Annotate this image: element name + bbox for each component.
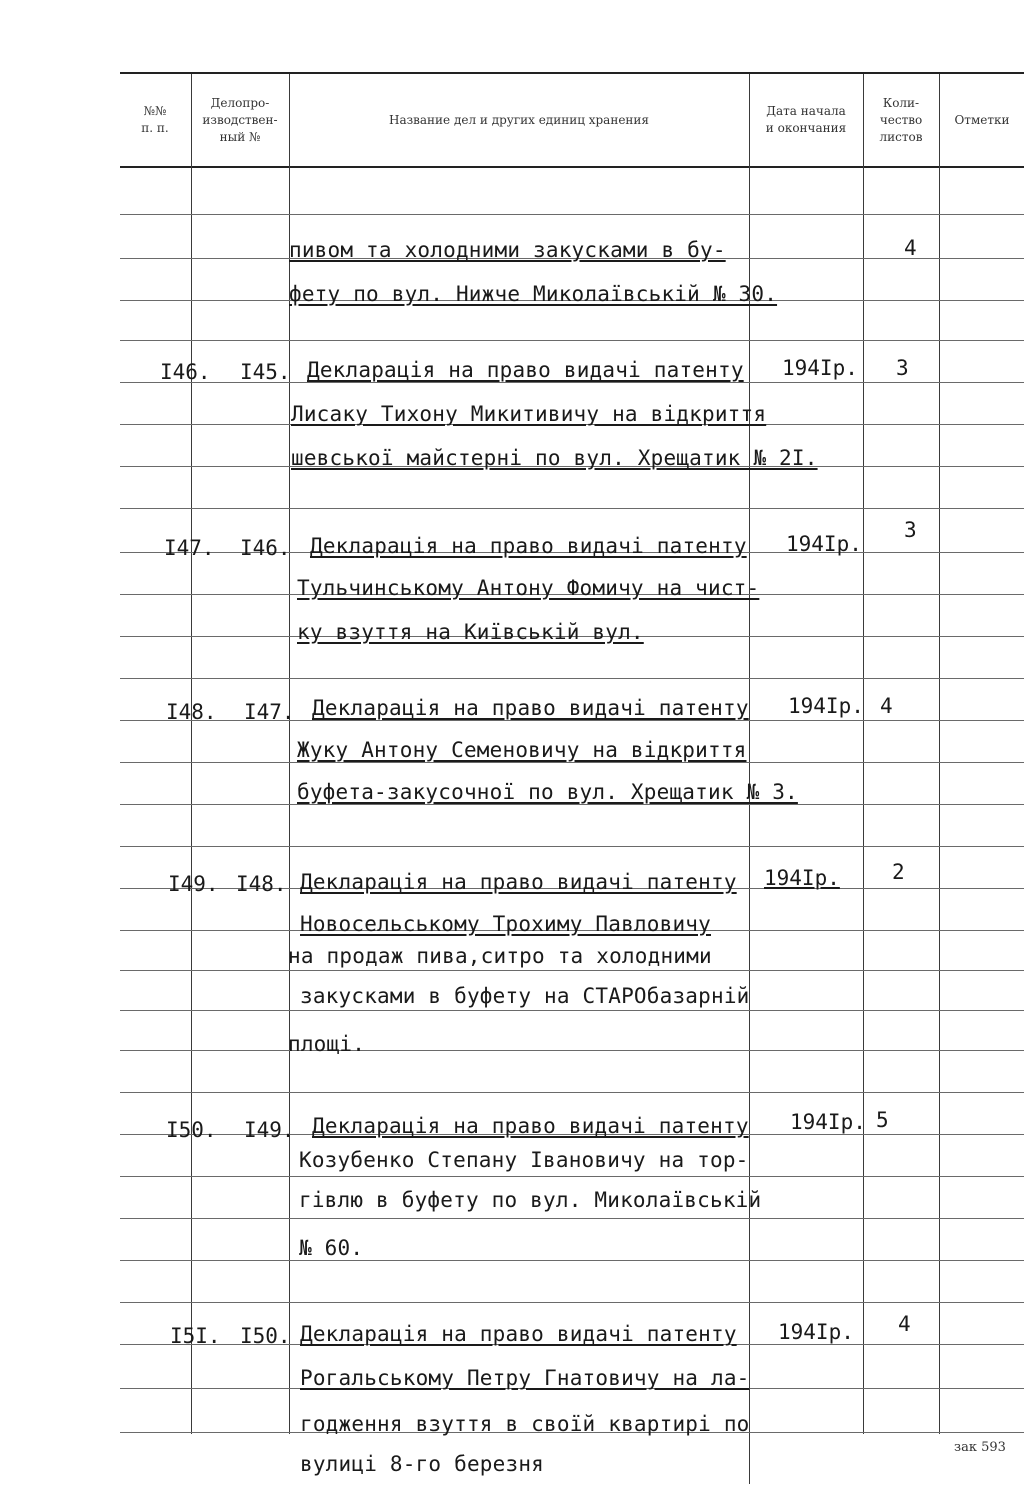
- entry-title-line: Рогальському Петру Гнатовичу на ла-: [300, 1366, 750, 1390]
- entry-title-line: Декларація на право видачі патенту: [300, 870, 737, 894]
- entry-number: I48.: [166, 700, 217, 724]
- entry-sheets: 3: [896, 356, 909, 380]
- row-rule: [120, 846, 1024, 847]
- entry-date: 194Iр.: [764, 866, 840, 890]
- entry-title-line: Декларація на право видачі патенту: [300, 1322, 737, 1346]
- entry-date: 194Iр.: [788, 694, 864, 718]
- continuation-line: пивом та холодними закусками в бу-: [289, 238, 726, 262]
- header-col-notes: Отметки: [954, 112, 1010, 127]
- entry-title-line: Лисаку Тихону Микитивичу на відкриття: [291, 402, 767, 426]
- header-col-office-num: Делопро- изводствен- ный №: [202, 95, 278, 144]
- entry-office-number: I49.: [244, 1118, 295, 1142]
- column-divider: [939, 74, 940, 1434]
- row-rule: [120, 1260, 1024, 1261]
- header-top-rule: [120, 72, 1024, 74]
- entry-number: I5I.: [170, 1324, 221, 1348]
- column-divider: [289, 74, 290, 1434]
- entry-sheets: 3: [904, 518, 917, 542]
- row-rule: [120, 970, 1024, 971]
- row-rule: [120, 214, 1024, 215]
- entry-office-number: I50.: [240, 1324, 291, 1348]
- row-rule: [120, 1092, 1024, 1093]
- entry-title-line: Новосельському Трохиму Павловичу: [300, 912, 711, 936]
- entry-sheets: 4: [880, 694, 893, 718]
- entry-title-line: на продаж пива,ситро та холодними: [288, 944, 712, 968]
- entry-office-number: I47.: [244, 700, 295, 724]
- entry-date: 194Iр.: [786, 532, 862, 556]
- entry-title-line: № 60.: [299, 1236, 364, 1260]
- entry-office-number: I46.: [240, 536, 291, 560]
- order-number: зак 593: [954, 1440, 1006, 1455]
- continuation-line: фету по вул. Нижче Миколаївській № 30.: [289, 282, 778, 306]
- column-divider: [191, 74, 192, 1434]
- row-rule: [120, 804, 1024, 805]
- entry-number: I50.: [166, 1118, 217, 1142]
- entry-number: I47.: [164, 536, 215, 560]
- entry-number: I46.: [160, 360, 211, 384]
- entry-title-line: Декларація на право видачі патенту: [307, 358, 744, 382]
- entry-date: 194Iр.: [782, 356, 858, 380]
- continuation-sheets: 4: [904, 236, 917, 260]
- column-divider: [863, 74, 864, 1434]
- entry-office-number: I45.: [240, 360, 291, 384]
- row-rule: [120, 678, 1024, 679]
- entry-title-line: закусками в буфету на СТАРОбазарній: [300, 984, 750, 1008]
- entry-title-line: Козубенко Степану Івановичу на тор-: [299, 1148, 749, 1172]
- row-rule: [120, 762, 1024, 763]
- row-rule: [120, 1050, 1024, 1051]
- entry-sheets: 2: [892, 860, 905, 884]
- header-col-sheets: Коли- чество листов: [879, 95, 923, 144]
- entry-date: 194Iр.: [778, 1320, 854, 1344]
- header-col-num: №№ п. п.: [141, 104, 169, 135]
- entry-sheets: 4: [898, 1312, 911, 1336]
- row-rule: [120, 1302, 1024, 1303]
- entry-title-line: ку взуття на Київській вул.: [297, 620, 644, 644]
- entry-title-line: Тульчинському Антону Фомичу на чист-: [297, 576, 760, 600]
- entry-title-line: Жуку Антону Семеновичу на відкриття: [297, 738, 747, 762]
- header-col-dates: Дата начала и окончания: [765, 104, 847, 135]
- row-rule: [120, 1218, 1024, 1219]
- entry-title-line: вулиці 8-го березня: [300, 1452, 545, 1476]
- row-rule: [120, 1176, 1024, 1177]
- row-rule: [120, 1010, 1024, 1011]
- entry-number: I49.: [168, 872, 219, 896]
- header-col-title: Название дел и других единиц хранения: [388, 112, 649, 127]
- entry-office-number: I48.: [236, 872, 287, 896]
- entry-title-line: Декларація на право видачі патенту: [312, 1114, 749, 1138]
- entry-date: 194Iр.: [790, 1110, 866, 1134]
- entry-title-line: площі.: [288, 1032, 366, 1056]
- entry-title-line: буфета-закусочної по вул. Хрещатик № 3.: [297, 780, 798, 804]
- row-rule: [120, 340, 1024, 341]
- entry-title-line: годження взуття в своїй квартирі по: [300, 1412, 750, 1436]
- entry-title-line: Декларація на право видачі патенту: [310, 534, 747, 558]
- entry-title-line: Декларація на право видачі патенту: [312, 696, 749, 720]
- header-bottom-rule: [120, 166, 1024, 168]
- row-rule: [120, 508, 1024, 509]
- entry-title-line: гівлю в буфету по вул. Миколаївській: [299, 1188, 762, 1212]
- entry-title-line: шевської майстерні по вул. Хрещатик № 2I.: [291, 446, 818, 470]
- entry-sheets: 5: [876, 1108, 889, 1132]
